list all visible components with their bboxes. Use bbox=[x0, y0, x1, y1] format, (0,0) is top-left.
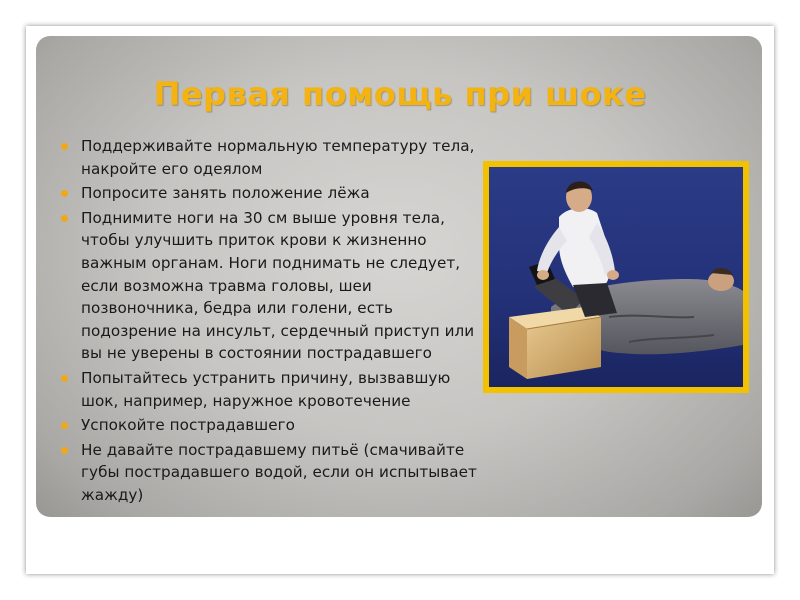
bullet-item bbox=[61, 414, 486, 437]
bullet-item bbox=[61, 439, 486, 507]
bullet-list bbox=[61, 135, 486, 509]
bullet-item bbox=[61, 135, 486, 180]
bullet-item bbox=[61, 367, 486, 412]
first-aid-photo bbox=[483, 161, 749, 393]
bullet-text: Попытайтесь устранить причину, вызвавшую шок, например, наружное кровотечение bbox=[81, 368, 451, 410]
bullet-marker-icon bbox=[61, 215, 68, 222]
bullet-item bbox=[61, 182, 486, 205]
first-aid-photo-illustration bbox=[489, 167, 743, 387]
bullet-item bbox=[61, 207, 486, 365]
bullet-text: Успокойте пострадавшего bbox=[81, 416, 295, 435]
bullet-marker-icon bbox=[61, 422, 68, 429]
bullet-text: Не давайте пострадавшему питьё (смачивайте губы пострадавшего водой, если он испытывает жажду) bbox=[81, 440, 477, 504]
bullet-marker-icon bbox=[61, 375, 68, 382]
bullet-text: Поднимите ноги на 30 см выше уровня тела, чтобы улучшить приток крови к жизненно важным органам. Ноги поднимать не следует, если возможна травма головы, шеи позвоночника, бедра или голени, есть подозрение на инсульт, сердечный приступ или вы не уверены в состоянии пострадавшего bbox=[81, 208, 475, 363]
bullet-marker-icon bbox=[61, 143, 68, 150]
bullet-marker-icon bbox=[61, 190, 68, 197]
bullet-text: Попросите занять положение лёжа bbox=[81, 184, 370, 203]
bullet-marker-icon bbox=[61, 447, 68, 454]
bullet-text: Поддерживайте нормальную температуру тела, накройте его одеялом bbox=[81, 137, 475, 178]
slide-title: Первая помощь при шоке bbox=[153, 75, 647, 113]
